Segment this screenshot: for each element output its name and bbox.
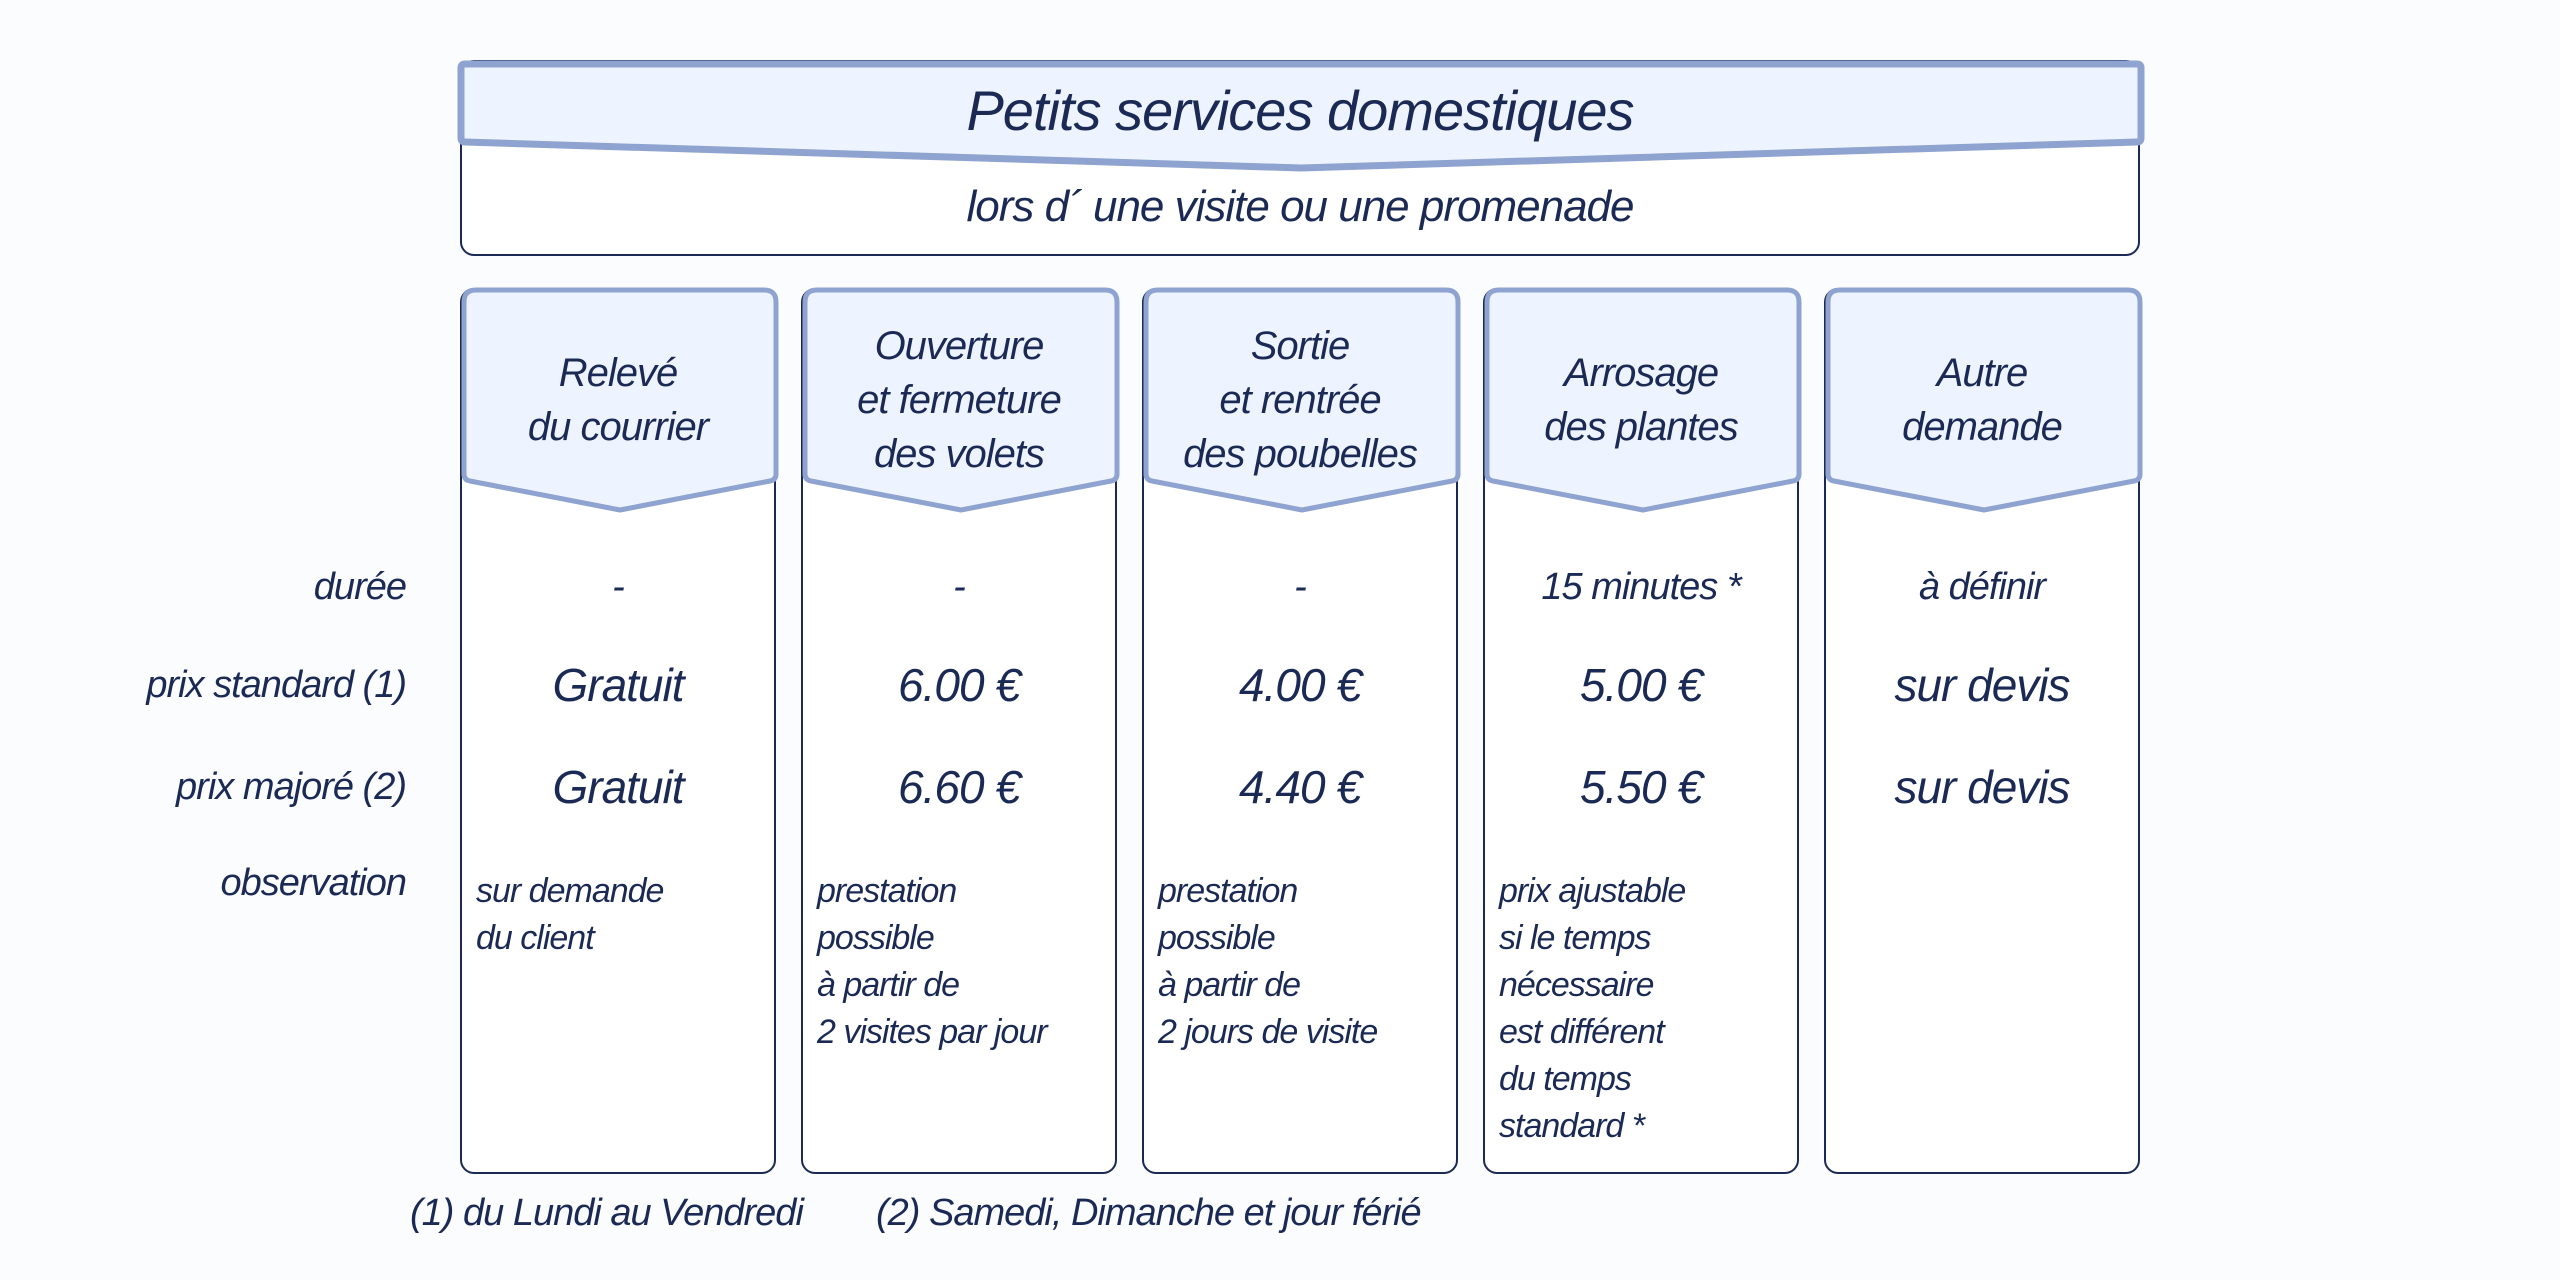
service-title: Autre demande [1902, 351, 2062, 449]
row-label-price-majored: prix majoré (2) [176, 766, 406, 808]
service-duration: - [1294, 566, 1306, 608]
service-title: Ouverture et fermeture des volets [857, 324, 1061, 476]
service-title: Sortie et rentrée des poubelles [1183, 324, 1417, 476]
service-duration: - [953, 566, 965, 608]
footnote-weekdays: (1) du Lundi au Vendredi [410, 1192, 803, 1234]
row-label-observation: observation [220, 862, 406, 904]
service-duration: 15 minutes * [1541, 566, 1741, 608]
service-price-majored: Gratuit [552, 761, 684, 813]
page-subtitle: lors d´ une visite ou une promenade [966, 182, 1634, 231]
service-price-standard: 6.00 € [898, 659, 1020, 711]
service-price-standard: sur devis [1894, 659, 2070, 711]
service-observation: prestation possible à partir de 2 visites par jour [817, 872, 1047, 1051]
service-price-majored: 5.50 € [1580, 761, 1702, 813]
footnote-weekend: (2) Samedi, Dimanche et jour férié [876, 1192, 1421, 1234]
service-price-majored: sur devis [1894, 761, 2070, 813]
service-column-plants [1483, 288, 1799, 1174]
service-price-standard: 5.00 € [1580, 659, 1702, 711]
service-column-other [1824, 288, 2140, 1174]
service-column-mail [460, 288, 776, 1174]
service-column-shutters [801, 288, 1117, 1174]
service-price-standard: Gratuit [552, 659, 684, 711]
service-duration: à définir [1918, 566, 2046, 608]
service-title: Arrosage des plantes [1544, 351, 1738, 449]
service-column-bins [1142, 288, 1458, 1174]
service-price-standard: 4.00 € [1239, 659, 1361, 711]
service-price-majored: 6.60 € [898, 761, 1020, 813]
service-title: Relevé du courrier [527, 351, 709, 449]
row-label-duration: durée [313, 566, 406, 608]
page-title: Petits services domestiques [966, 79, 1634, 142]
service-price-majored: 4.40 € [1239, 761, 1361, 813]
service-observation: sur demande du client [476, 872, 664, 957]
service-duration: - [612, 566, 624, 608]
service-observation: prix ajustable si le temps nécessaire est différent du temps standard * [1499, 872, 1686, 1145]
service-observation: prestation possible à partir de 2 jours de visite [1158, 872, 1378, 1051]
row-label-price-standard: prix standard (1) [146, 664, 406, 706]
